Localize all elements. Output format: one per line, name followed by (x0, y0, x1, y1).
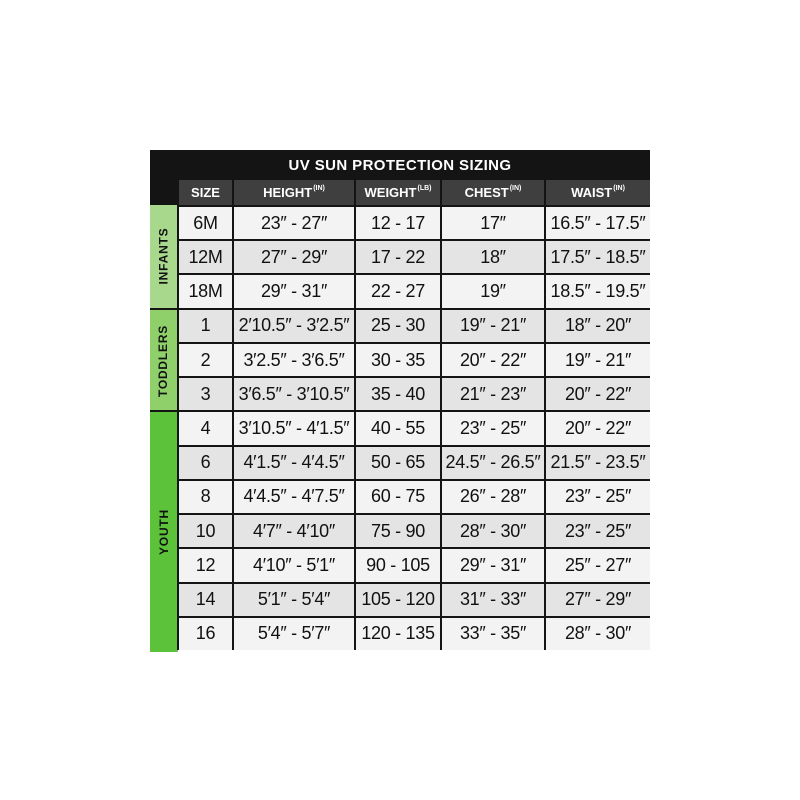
column-header-unit: (LB) (417, 185, 432, 192)
table-cell-height: 2′10.5″ - 3′2.5″ (232, 308, 354, 342)
sizing-chart (150, 150, 650, 650)
table-cell-waist: 19″ - 21″ (544, 342, 650, 376)
table-cell-chest: 19″ - 21″ (440, 308, 544, 342)
group-label: TODDLERS (156, 324, 171, 398)
column-header-unit: (IN) (313, 185, 325, 192)
column-header-label: SIZE (191, 185, 220, 200)
table-cell-weight: 17 - 22 (354, 239, 440, 273)
table-cell-waist: 27″ - 29″ (544, 582, 650, 616)
group-label: YOUTH (156, 509, 171, 556)
table-cell-weight: 30 - 35 (354, 342, 440, 376)
table-cell-size: 12 (177, 547, 232, 581)
table-cell-size: 12M (177, 239, 232, 273)
table-cell-weight: 60 - 75 (354, 479, 440, 513)
table-cell-waist: 20″ - 22″ (544, 376, 650, 410)
group-band-youth (150, 410, 178, 652)
column-header-height (232, 180, 354, 205)
table-cell-waist: 18″ - 20″ (544, 308, 650, 342)
table-cell-size: 14 (177, 582, 232, 616)
table-cell-chest: 29″ - 31″ (440, 547, 544, 581)
table-cell-size: 4 (177, 410, 232, 444)
table-cell-size: 8 (177, 479, 232, 513)
column-header-chest (440, 180, 544, 205)
group-label: INFANTS (156, 227, 171, 285)
table-cell-waist: 16.5″ - 17.5″ (544, 205, 650, 239)
table-cell-size: 3 (177, 376, 232, 410)
table-cell-height: 3′2.5″ - 3′6.5″ (232, 342, 354, 376)
table-cell-waist: 21.5″ - 23.5″ (544, 445, 650, 479)
table-cell-weight: 105 - 120 (354, 582, 440, 616)
column-header-size (177, 180, 232, 205)
table-cell-waist: 23″ - 25″ (544, 513, 650, 547)
table-cell-height: 3′10.5″ - 4′1.5″ (232, 410, 354, 444)
table-cell-height: 3′6.5″ - 3′10.5″ (232, 376, 354, 410)
table-cell-size: 16 (177, 616, 232, 650)
table-cell-chest: 24.5″ - 26.5″ (440, 445, 544, 479)
table-cell-size: 6M (177, 205, 232, 239)
table-cell-weight: 120 - 135 (354, 616, 440, 650)
table-cell-size: 6 (177, 445, 232, 479)
table-cell-size: 18M (177, 273, 232, 307)
table-cell-chest: 26″ - 28″ (440, 479, 544, 513)
table-cell-chest: 17″ (440, 205, 544, 239)
table-cell-height: 5′4″ - 5′7″ (232, 616, 354, 650)
table-cell-chest: 28″ - 30″ (440, 513, 544, 547)
table-cell-chest: 23″ - 25″ (440, 410, 544, 444)
group-band-toddlers (150, 308, 178, 413)
table-cell-height: 23″ - 27″ (232, 205, 354, 239)
table-cell-size: 1 (177, 308, 232, 342)
table-cell-height: 5′1″ - 5′4″ (232, 582, 354, 616)
table-cell-height: 4′10″ - 5′1″ (232, 547, 354, 581)
table-cell-chest: 21″ - 23″ (440, 376, 544, 410)
table-cell-chest: 33″ - 35″ (440, 616, 544, 650)
table-cell-weight: 12 - 17 (354, 205, 440, 239)
table-cell-chest: 19″ (440, 273, 544, 307)
table-cell-weight: 25 - 30 (354, 308, 440, 342)
column-header-unit: (IN) (613, 185, 625, 192)
table-cell-waist: 17.5″ - 18.5″ (544, 239, 650, 273)
chart-title: UV SUN PROTECTION SIZING (150, 150, 650, 180)
table-cell-weight: 50 - 65 (354, 445, 440, 479)
table-cell-size: 2 (177, 342, 232, 376)
table-cell-height: 29″ - 31″ (232, 273, 354, 307)
table-cell-height: 27″ - 29″ (232, 239, 354, 273)
table-cell-height: 4′1.5″ - 4′4.5″ (232, 445, 354, 479)
table-cell-chest: 20″ - 22″ (440, 342, 544, 376)
column-header-label: WAIST (571, 185, 613, 200)
table-cell-weight: 75 - 90 (354, 513, 440, 547)
column-header-weight (354, 180, 440, 205)
column-header-label: HEIGHT (263, 185, 313, 200)
table-cell-weight: 90 - 105 (354, 547, 440, 581)
table-cell-size: 10 (177, 513, 232, 547)
table-cell-waist: 28″ - 30″ (544, 616, 650, 650)
table-cell-weight: 22 - 27 (354, 273, 440, 307)
table-cell-waist: 25″ - 27″ (544, 547, 650, 581)
table-cell-waist: 18.5″ - 19.5″ (544, 273, 650, 307)
column-header-waist (544, 180, 650, 205)
table-cell-chest: 18″ (440, 239, 544, 273)
table-cell-chest: 31″ - 33″ (440, 582, 544, 616)
table-cell-weight: 35 - 40 (354, 376, 440, 410)
table-cell-height: 4′4.5″ - 4′7.5″ (232, 479, 354, 513)
group-band-infants (150, 205, 178, 308)
column-header-label: CHEST (464, 185, 509, 200)
table-cell-weight: 40 - 55 (354, 410, 440, 444)
table-cell-waist: 23″ - 25″ (544, 479, 650, 513)
column-header-unit: (IN) (509, 185, 522, 192)
column-header-label: WEIGHT (364, 185, 417, 200)
table-cell-height: 4′7″ - 4′10″ (232, 513, 354, 547)
table-cell-waist: 20″ - 22″ (544, 410, 650, 444)
